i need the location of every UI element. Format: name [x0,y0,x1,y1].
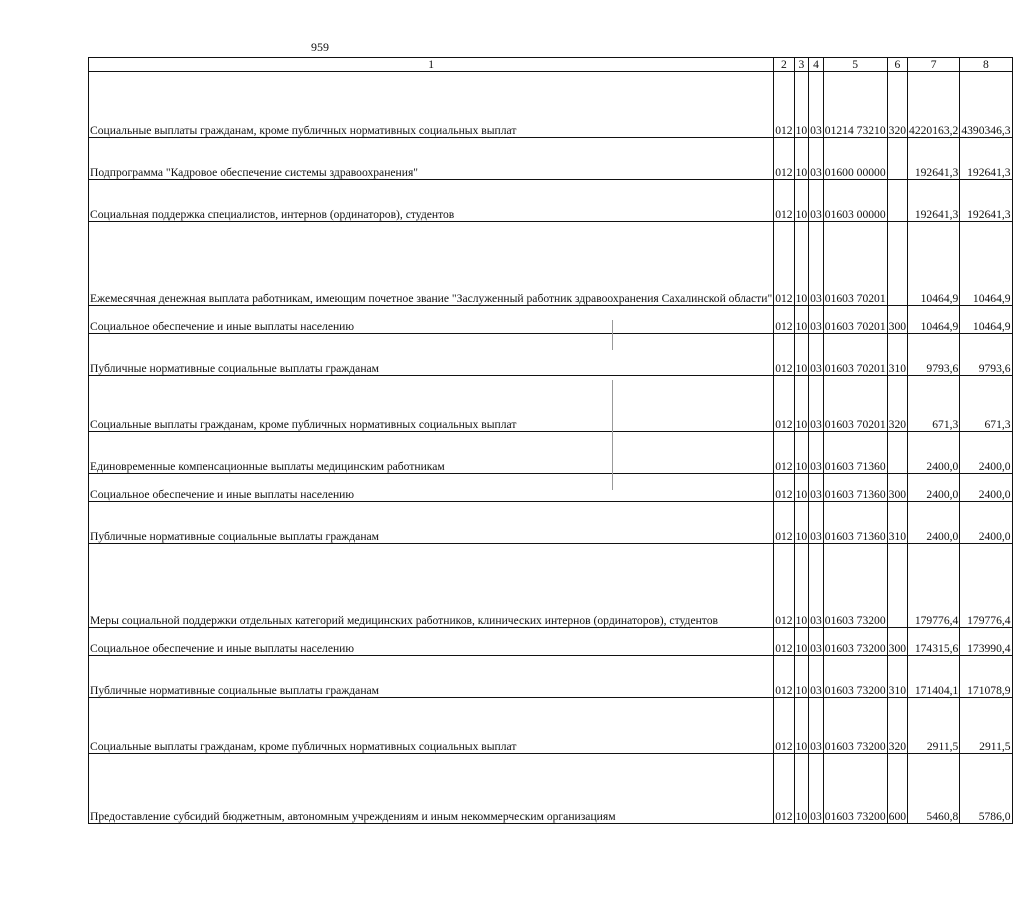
cell-section: 10 [794,138,809,180]
column-header: 1 [89,58,774,72]
cell-target: 01603 70201 [823,376,887,432]
cell-target: 01214 73210 [823,72,887,138]
cell-target: 01603 70201 [823,334,887,376]
cell-subsection: 03 [809,72,824,138]
table-row [89,474,1013,502]
cell-name: Предоставление субсидий бюджетным, автономным учреждениям и иным некоммерческим организациям [89,754,774,824]
cell-admin: 012 [774,72,794,138]
cell-subsection: 03 [809,432,824,474]
cell-v8: 171078,9 [960,656,1012,698]
cell-target: 01603 71360 [823,474,887,502]
cell-name: Социальное обеспечение и иные выплаты населению [89,474,774,502]
column-header: 3 [794,58,809,72]
column-header-row [89,58,1013,72]
cell-target: 01603 73200 [823,628,887,656]
cell-section: 10 [794,502,809,544]
cell-admin: 012 [774,656,794,698]
cell-admin: 012 [774,180,794,222]
budget-table [88,57,1013,824]
cell-name: Социальное обеспечение и иные выплаты населению [89,306,774,334]
cell-name: Подпрограмма "Кадровое обеспечение системы здравоохранения" [89,138,774,180]
cell-exp-type [887,432,907,474]
cell-name: Ежемесячная денежная выплата работникам, имеющим почетное звание "Заслуженный работник здравоохранения Сахалинской области" [89,222,774,306]
cell-section: 10 [794,754,809,824]
cell-subsection: 03 [809,180,824,222]
cell-name: Социальные выплаты гражданам, кроме публичных нормативных социальных выплат [89,376,774,432]
cell-v7: 5460,8 [908,754,960,824]
cell-admin: 012 [774,698,794,754]
cell-subsection: 03 [809,754,824,824]
cell-admin: 012 [774,628,794,656]
cell-v7: 179776,4 [908,544,960,628]
cell-admin: 012 [774,376,794,432]
cell-section: 10 [794,544,809,628]
cell-target: 01603 73200 [823,544,887,628]
cell-section: 10 [794,72,809,138]
cell-v8: 10464,9 [960,306,1012,334]
cell-v7: 10464,9 [908,222,960,306]
cell-v8: 2911,5 [960,698,1012,754]
cell-target: 01603 73200 [823,698,887,754]
cell-target: 01603 70201 [823,306,887,334]
cell-v8: 2400,0 [960,432,1012,474]
cell-admin: 012 [774,502,794,544]
cell-exp-type [887,138,907,180]
cell-admin: 012 [774,432,794,474]
cell-exp-type: 310 [887,656,907,698]
cell-target: 01603 71360 [823,432,887,474]
cell-target: 01603 73200 [823,754,887,824]
cell-name: Единовременные компенсационные выплаты медицинским работникам [89,432,774,474]
cell-name: Меры социальной поддержки отдельных категорий медицинских работников, клинических интернов (ординаторов), студентов [89,544,774,628]
cell-exp-type: 320 [887,72,907,138]
cell-admin: 012 [774,474,794,502]
column-header: 2 [774,58,794,72]
cell-name: Социальное обеспечение и иные выплаты населению [89,628,774,656]
cell-v7: 2911,5 [908,698,960,754]
cell-admin: 012 [774,222,794,306]
cell-exp-type: 320 [887,698,907,754]
cell-v7: 671,3 [908,376,960,432]
cell-exp-type: 310 [887,334,907,376]
table-row [89,72,1013,138]
column-header: 8 [960,58,1012,72]
cell-section: 10 [794,334,809,376]
cell-section: 10 [794,306,809,334]
cell-subsection: 03 [809,222,824,306]
cell-section: 10 [794,432,809,474]
cell-target: 01603 73200 [823,656,887,698]
cell-section: 10 [794,474,809,502]
cell-exp-type: 300 [887,306,907,334]
cell-subsection: 03 [809,138,824,180]
cell-subsection: 03 [809,698,824,754]
cell-v7: 192641,3 [908,180,960,222]
cell-v8: 5786,0 [960,754,1012,824]
table-row [89,334,1013,376]
cell-v8: 192641,3 [960,138,1012,180]
table-row [89,432,1013,474]
table-row [89,656,1013,698]
column-header: 5 [823,58,887,72]
cell-v7: 192641,3 [908,138,960,180]
cell-target: 01600 00000 [823,138,887,180]
cell-v7: 2400,0 [908,432,960,474]
cell-target: 01603 70201 [823,222,887,306]
cell-v8: 179776,4 [960,544,1012,628]
cell-section: 10 [794,628,809,656]
cell-v7: 171404,1 [908,656,960,698]
cell-v8: 173990,4 [960,628,1012,656]
cell-subsection: 03 [809,334,824,376]
cell-admin: 012 [774,544,794,628]
cell-v8: 9793,6 [960,334,1012,376]
cell-section: 10 [794,222,809,306]
cell-exp-type: 320 [887,376,907,432]
table-row [89,376,1013,432]
cell-exp-type: 310 [887,502,907,544]
table-row [89,544,1013,628]
cell-section: 10 [794,698,809,754]
table-row [89,628,1013,656]
table-row [89,306,1013,334]
table-row [89,180,1013,222]
table-row [89,502,1013,544]
cell-name: Публичные нормативные социальные выплаты гражданам [89,656,774,698]
cell-section: 10 [794,376,809,432]
cell-v8: 2400,0 [960,502,1012,544]
cell-subsection: 03 [809,474,824,502]
cell-subsection: 03 [809,628,824,656]
cell-v7: 174315,6 [908,628,960,656]
cell-subsection: 03 [809,544,824,628]
cell-exp-type: 300 [887,474,907,502]
cell-v8: 4390346,3 [960,72,1012,138]
cell-exp-type: 300 [887,628,907,656]
cell-admin: 012 [774,334,794,376]
cell-section: 10 [794,656,809,698]
cell-admin: 012 [774,138,794,180]
table-row [89,754,1013,824]
cell-v7: 4220163,2 [908,72,960,138]
cell-v7: 2400,0 [908,502,960,544]
cell-name: Социальные выплаты гражданам, кроме публичных нормативных социальных выплат [89,698,774,754]
cell-section: 10 [794,180,809,222]
cell-v8: 2400,0 [960,474,1012,502]
scan-edge-mark [612,320,613,350]
cell-subsection: 03 [809,656,824,698]
column-header: 7 [908,58,960,72]
cell-target: 01603 71360 [823,502,887,544]
cell-name: Публичные нормативные социальные выплаты гражданам [89,334,774,376]
cell-subsection: 03 [809,306,824,334]
cell-name: Социальная поддержка специалистов, интернов (ординаторов), студентов [89,180,774,222]
cell-v7: 10464,9 [908,306,960,334]
cell-v7: 2400,0 [908,474,960,502]
cell-name: Социальные выплаты гражданам, кроме публичных нормативных социальных выплат [89,72,774,138]
cell-target: 01603 00000 [823,180,887,222]
cell-v7: 9793,6 [908,334,960,376]
page-number: 959 [311,40,329,54]
cell-exp-type [887,180,907,222]
cell-subsection: 03 [809,376,824,432]
cell-name: Публичные нормативные социальные выплаты гражданам [89,502,774,544]
cell-v8: 192641,3 [960,180,1012,222]
cell-exp-type [887,544,907,628]
table-row [89,222,1013,306]
table-row [89,698,1013,754]
cell-subsection: 03 [809,502,824,544]
cell-exp-type: 600 [887,754,907,824]
table-row [89,138,1013,180]
cell-v8: 10464,9 [960,222,1012,306]
column-header: 4 [809,58,824,72]
column-header: 6 [887,58,907,72]
cell-v8: 671,3 [960,376,1012,432]
scan-edge-mark [612,380,613,490]
cell-exp-type [887,222,907,306]
cell-admin: 012 [774,754,794,824]
cell-admin: 012 [774,306,794,334]
